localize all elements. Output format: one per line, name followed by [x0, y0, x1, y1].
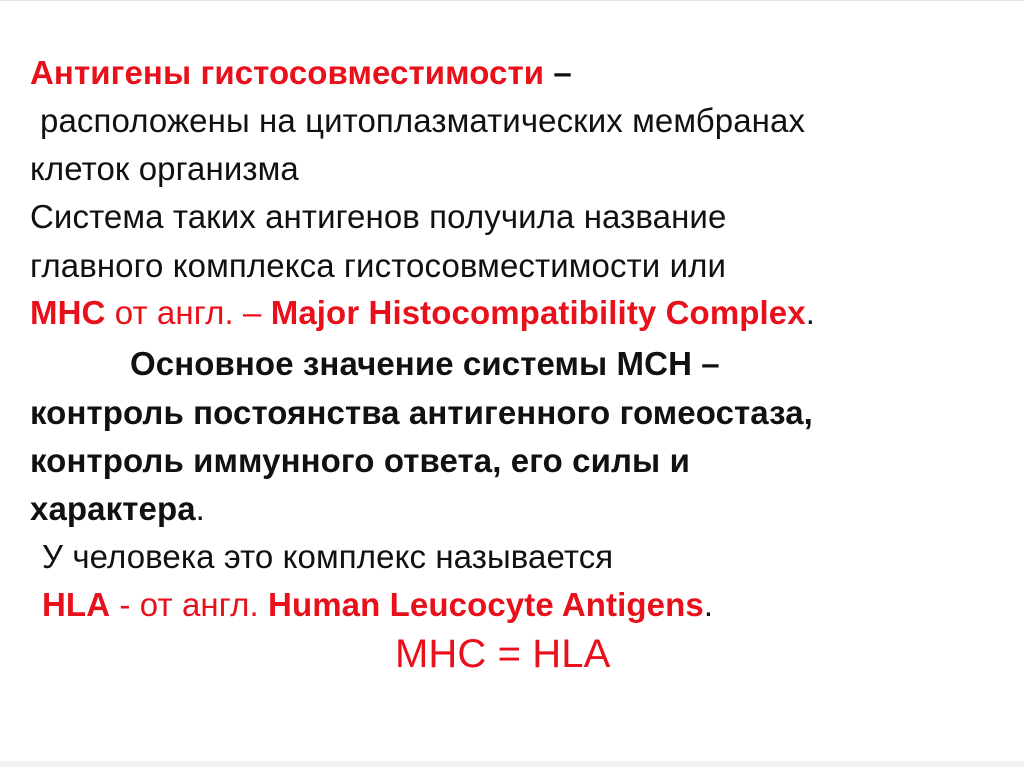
mhc-full-name: Major Histocompatibility Complex — [270, 294, 806, 331]
mhc-from-english: от англ. – — [105, 294, 271, 331]
line-mhc-definition — [30, 293, 815, 333]
line-immune-control: контроль иммунного ответа, его силы и — [30, 442, 690, 479]
character-word: характера — [30, 490, 196, 527]
mhc-equals-hla: МНС = HLA — [395, 632, 611, 676]
line-main-complex: главного комплекса гистосовместимости или — [30, 247, 727, 284]
line-homeostasis-control: контроль постоянства антигенного гомеостаза, — [30, 394, 813, 431]
mhc-abbreviation: МНС — [30, 294, 106, 331]
line-system-name: Система таких антигенов получила название — [30, 198, 727, 235]
line-antigens-title — [30, 53, 572, 93]
line-main-significance: Основное значение системы МСН – — [130, 345, 720, 382]
line-character — [30, 489, 205, 529]
term-histocompatibility-antigens: Антигены гистосовместимости — [30, 54, 545, 91]
hla-abbreviation: HLA — [42, 586, 111, 623]
line-human-complex: У человека это комплекс называется — [42, 538, 614, 575]
title-dash: – — [544, 54, 572, 91]
line-located-on-membranes: расположены на цитоплазматических мембранах — [40, 102, 806, 139]
mhc-period: . — [805, 294, 815, 331]
line-hla-definition — [42, 585, 713, 625]
character-period: . — [195, 490, 205, 527]
line-body-cells: клеток организма — [30, 150, 299, 187]
hla-from-english: - от англ. — [110, 586, 269, 623]
hla-period: . — [703, 586, 714, 623]
hla-full-name: Human Leucocyte Antigens — [268, 586, 704, 623]
